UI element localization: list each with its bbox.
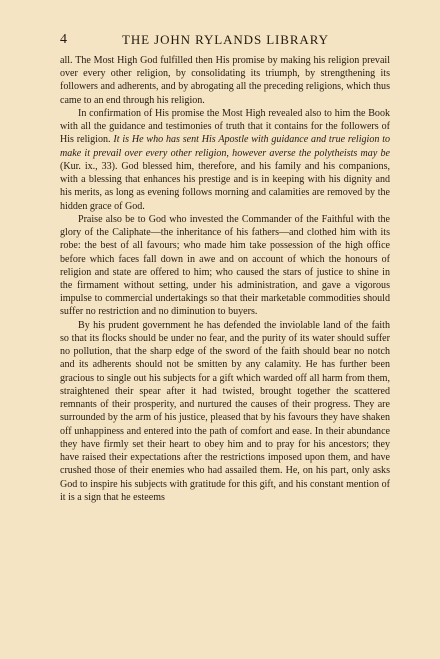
page-number: 4 (60, 32, 67, 47)
running-head: THE JOHN RYLANDS LIBRARY (122, 32, 329, 47)
paragraph-2-intro: In confirmation of His promise the Most High revealed also to him the Book with all the guidance and testimonies of truth that it contains for the followers of His religion. (60, 107, 390, 146)
page-header (60, 31, 390, 49)
paragraph-2 (60, 107, 390, 213)
paragraph-4: By his prudent government he has defended the inviolable land of the faith so that its flocks should be under no fear, and the purity of its water should suffer no pollution, that the sharp edge of the sword of the faith should bear no notch and its adherents should not be smitten by any calamity. He has further been gracious to single out his subjects for a gift which warded off all harm from them, straightened their spear after it had twisted, brought together the scattered remnants of their prosperity, and nurtured the causes of their progress. They are surrounded by the arm of his justice, pleased that by his favours they have shaken off unhappiness and entered into the path of comfort and ease. In their abundance they have firmly set their heart to obey him and to pray for his ancestors; they have raised their expectations after the restrictions imposed upon them, and have crushed those of their enemies who had assailed them. He, on his part, only asks God to inspire his subjects with gratitude for this gift, and his constant mention of it is a sign that he esteems (60, 319, 390, 503)
quran-quotation: It is He who has sent His Apostle with guidance and true religion to make it prevail over every other religion, however averse the polytheists may be (60, 134, 391, 159)
paragraph-1: all. The Most High God fulfilled then His promise by making his religion prevail over every other religion, by consolidating its triumph, by strengthening its followers and adherents, and by abrogating all the preceding religions, which thus came to an end through his religion. (60, 55, 390, 106)
paragraph-2-continuation: (Kur. ix., 33). God blessed him, therefore, and his family and his companions, with a blessing that enhances his prestige and is in keeping with his dignity and his merits, as long as evening follows morning and calamities are removed by the hidden grace of God. (60, 160, 390, 212)
paragraph-3: Praise also be to God who invested the Commander of the Faithful with the glory of the Caliphate—the inheritance of his fathers—and clothed him with its robe: the best of all favours; who made him take possession of the high office before which faces fall down in awe and on account of which the honours of religion and state are offered to him; who caused the stars of justice to shine in the firmament without setting, under his administration, and gave a vigorous impulse to commercial undertakings so that their marketable commodities should suffer no restriction and no diminution to buyers. (60, 213, 390, 318)
body-text (60, 54, 390, 504)
